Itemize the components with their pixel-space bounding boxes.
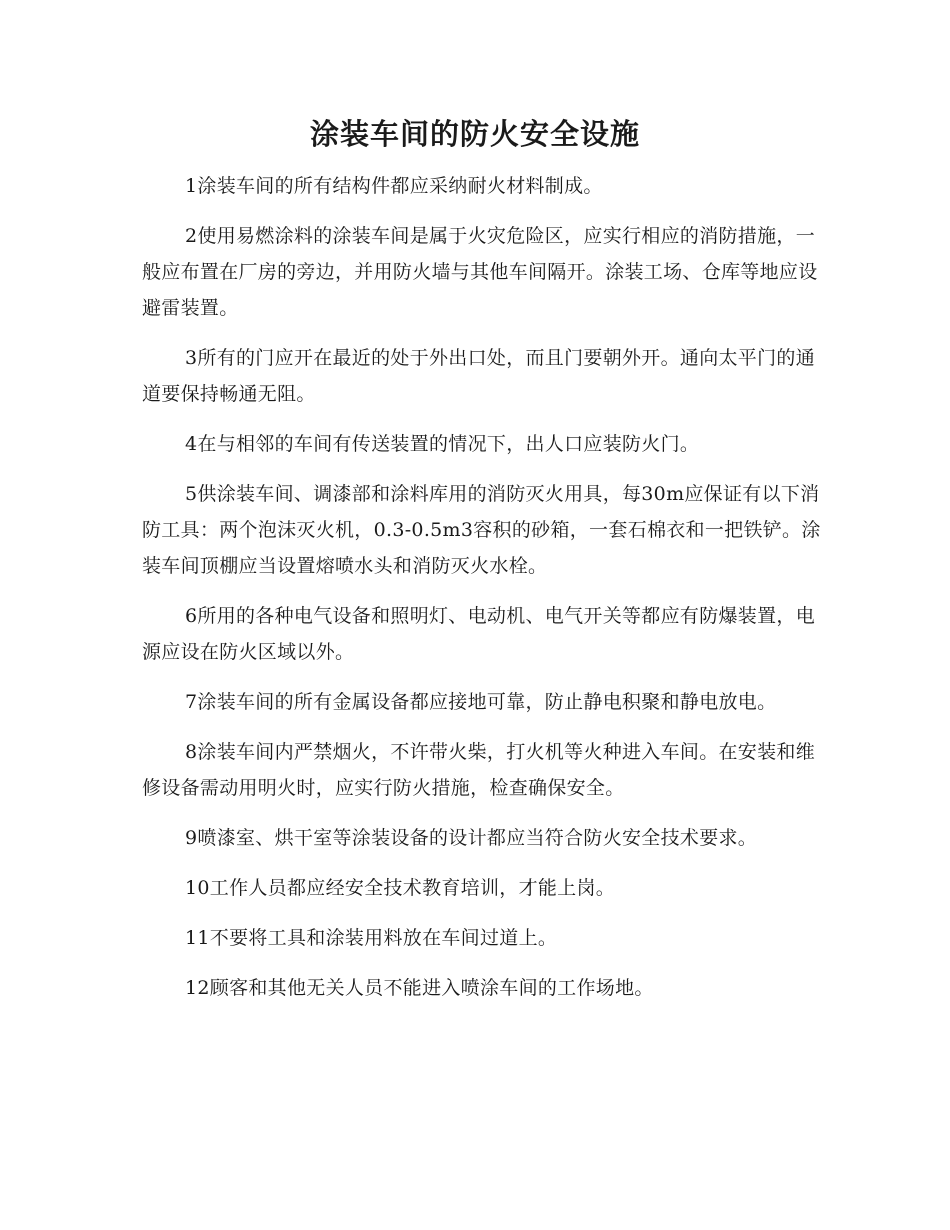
paragraph-1: 1涂装车间的所有结构件都应采纳耐火材料制成。: [185, 175, 603, 197]
paragraph-10: 10工作人员都应经安全技术教育培训，才能上岗。: [185, 877, 616, 899]
paragraph-2: 2使用易燃涂料的涂装车间是属于火灾危险区，应实行相应的消防措施，一般应布置在厂房的旁边，并用防火墙与其他车间隔开。涂装工场、仓库等地应设避雷装置。: [142, 225, 818, 319]
paragraph-6: 6所用的各种电气设备和照明灯、电动机、电气开关等都应有防爆装置，电源应设在防火区域以外。: [142, 605, 815, 663]
paragraph-11: 11不要将工具和涂装用料放在车间过道上。: [185, 927, 558, 949]
paragraph-3: 3所有的门应开在最近的处于外出口处，而且门要朝外开。通向太平门的通道要保持畅通无阻。: [142, 347, 815, 405]
document-body: [142, 168, 822, 1020]
paragraph-8: 8涂装车间内严禁烟火，不许带火柴，打火机等火种进入车间。在安装和维修设备需动用明火时，应实行防火措施，检查确保安全。: [142, 741, 815, 799]
paragraph-9: 9喷漆室、烘干室等涂装设备的设计都应当符合防火安全技术要求。: [185, 827, 758, 849]
paragraph-7: 7涂装车间的所有金属设备都应接地可靠，防止静电积聚和静电放电。: [185, 691, 777, 713]
paragraph-5: 5供涂装车间、调漆部和涂料库用的消防灭火用具，每30m应保证有以下消防工具：两个泡沫灭火机，0.3-0.5m3容积的砂箱，一套石棉衣和一把铁铲。涂装车间顶棚应当设置熔喷水头和消防灭火水栓。: [142, 483, 821, 577]
paragraph-12: 12顾客和其他无关人员不能进入喷涂车间的工作场地。: [185, 977, 654, 999]
document-title: 涂装车间的防火安全设施: [309, 117, 640, 151]
paragraph-4: 4在与相邻的车间有传送装置的情况下，出人口应装防火门。: [185, 433, 700, 455]
